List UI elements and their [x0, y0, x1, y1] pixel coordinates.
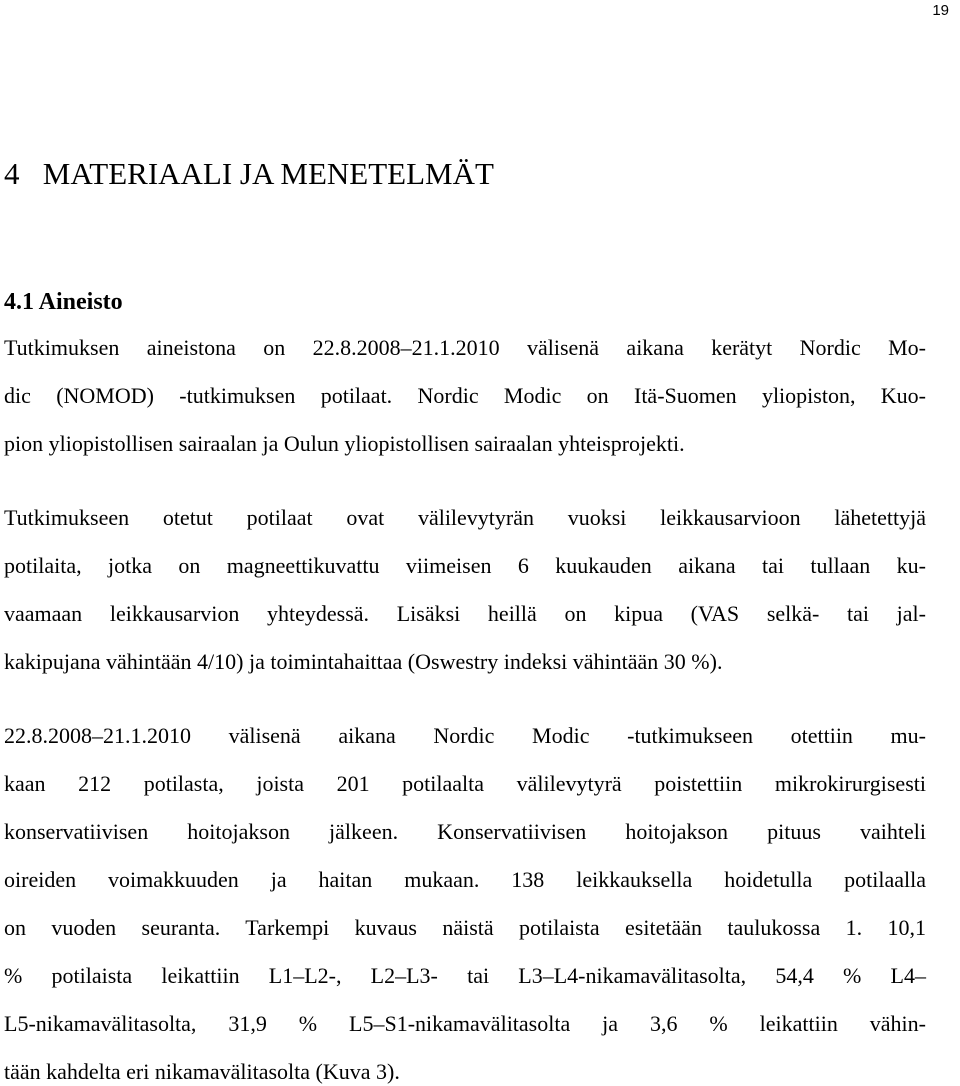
section-heading: 4.1 Aineisto: [4, 289, 123, 315]
paragraph-3-line: 22.8.2008–21.1.2010 välisenä aikana Nordic Modic -tutkimukseen otettiin mu-: [4, 723, 926, 748]
paragraph-3-line: % potilaista leikattiin L1–L2-, L2–L3- tai L3–L4-nikamavälitasolta, 54,4 % L4–: [4, 963, 926, 988]
paragraph-1-line: pion yliopistollisen sairaalan ja Oulun yliopistollisen sairaalan yhteisprojekti.: [4, 431, 685, 456]
paragraph-1-line: Tutkimuksen aineistona on 22.8.2008–21.1.2010 välisenä aikana kerätyt Nordic Mo-: [4, 335, 926, 360]
paragraph-2-line: kakipujana vähintään 4/10) ja toimintahaittaa (Oswestry indeksi vähintään 30 %).: [4, 649, 723, 674]
paragraph-2-line: Tutkimukseen otetut potilaat ovat välilevytyrän vuoksi leikkausarvioon lähetettyjä: [4, 505, 926, 530]
paragraph-3-line: oireiden voimakkuuden ja haitan mukaan. 138 leikkauksella hoidetulla potilaalla: [4, 867, 926, 892]
paragraph-3-line: konservatiivisen hoitojakson jälkeen. Konservatiivisen hoitojakson pituus vaihteli: [4, 819, 926, 844]
paragraph-1-line: dic (NOMOD) -tutkimuksen potilaat. Nordic Modic on Itä-Suomen yliopiston, Kuo-: [4, 383, 926, 408]
paragraph-3-line: on vuoden seuranta. Tarkempi kuvaus näistä potilaista esitetään taulukossa 1. 10,1: [4, 915, 926, 940]
paragraph-3-line: kaan 212 potilasta, joista 201 potilaalta välilevytyrä poistettiin mikrokirurgisesti: [4, 771, 926, 796]
page-number: 19: [932, 2, 949, 19]
paragraph-3-line: L5-nikamavälitasolta, 31,9 % L5–S1-nikamavälitasolta ja 3,6 % leikattiin vähin-: [4, 1011, 926, 1036]
paragraph-2-line: potilaita, jotka on magneettikuvattu viimeisen 6 kuukauden aikana tai tullaan ku-: [4, 553, 926, 578]
paragraph-3-line: tään kahdelta eri nikamavälitasolta (Kuva 3).: [4, 1059, 400, 1084]
paragraph-2-line: vaamaan leikkausarvion yhteydessä. Lisäksi heillä on kipua (VAS selkä- tai jal-: [4, 601, 926, 626]
chapter-heading: 4 MATERIAALI JA MENETELMÄT: [4, 156, 494, 191]
